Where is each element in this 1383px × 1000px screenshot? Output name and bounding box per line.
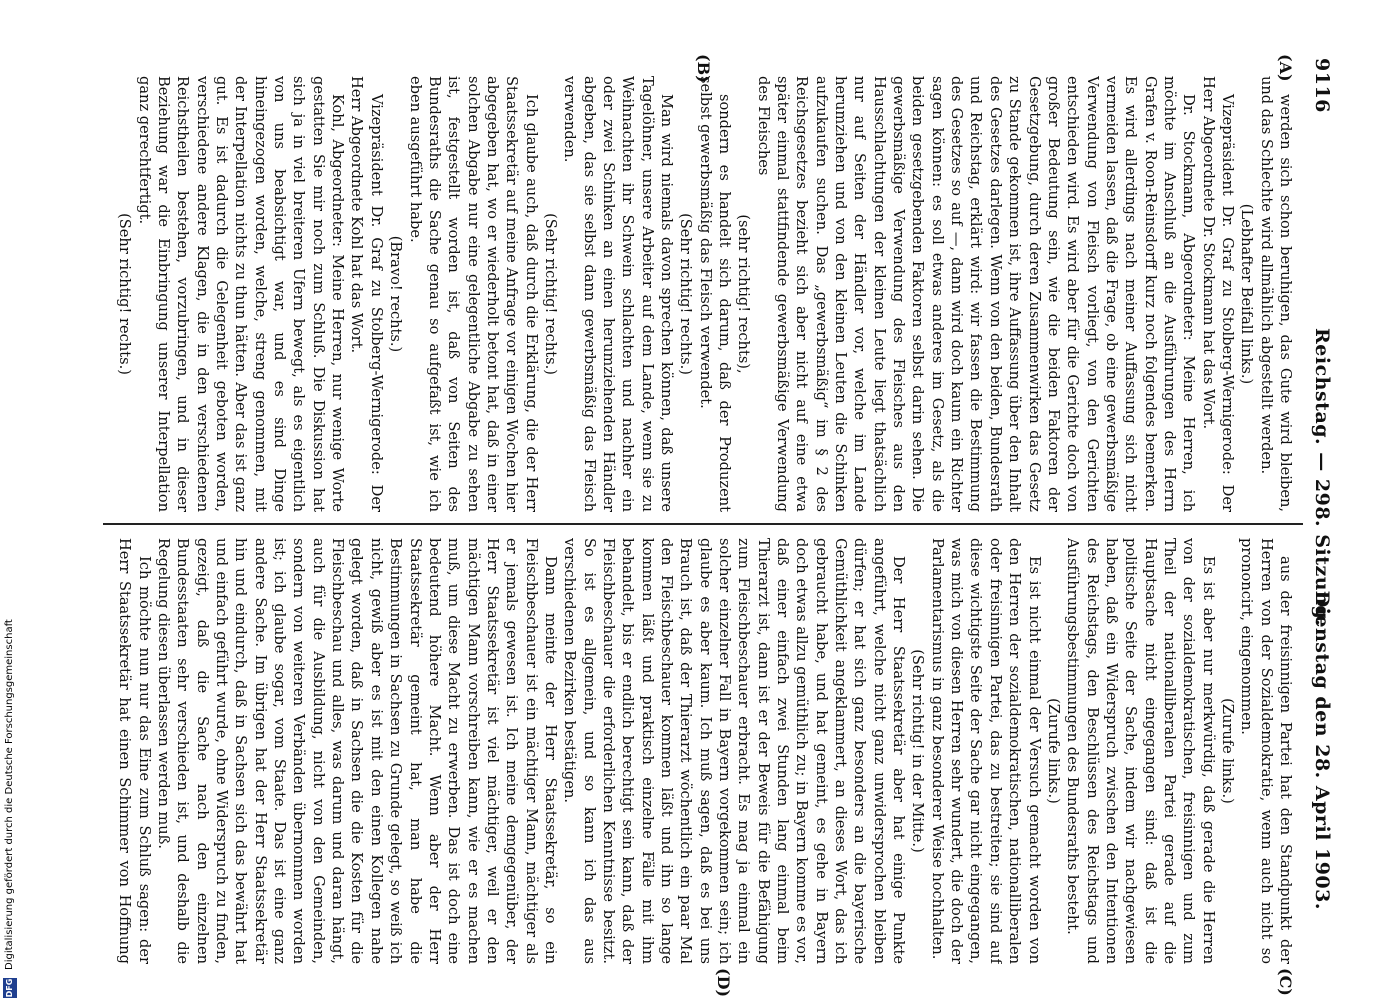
interjection: (sehr richtig! rechts), [735,214,753,374]
paragraph: Der Herr Staatssekretär aber hat einige Punkte angeführt, welche nicht ganz unwidersprochen bleiben dürfen; er hat sich ganz besonders an die bayerische Gemüthlichkeit angeklammert, an dieses Wort, das ich gebraucht habe, und hat gemeint, es gehe in Bayern doch etwas allzu gemüthlich zu; in Bayern komme es vor, daß einer einfach zwei Stunden lang einmal beim Thierarzt ist, dann ist er der Beweis für die Befähigung zum Fleischbeschauer erbracht. Es mag ja einmal ein solcher einzelner Fall in Bayern vorgekommen sein; ich glaube es aber kaum. Ich muß sagen, daß es bei uns Brauch ist, daß der Thierarzt wöchentlich ein paar Mal den Fleischbeschauer kommen läßt und ihn so lange kommen läßt und praktisch einzelne Fälle mit ihm behandelt, bis er endlich berechtigt sein kann, daß der Fleischbeschauer die erforderlichen Kenntnisse besitzt. So ist es allgemein, und so kann ich das aus verschiedenen Bezirken bestätigen. [561,538,908,964]
header-title: Reichstag. — 298. Sitzung. [1311,328,1333,627]
paragraph: Dann meinte der Herr Staatssekretär, so ein Fleischbeschauer ist ein mächtiger Mann, mächtiger als er jemals gewesen ist. Ich meine demgegenüber, der Herr Staatssekretär ist viel mächtiger, weil er den mächtigen Mann vorschreiben kann, wie er es machen muß, um diese Macht zu erwerben. Das ist doch eine bedeutend höhere Macht. Wenn aber der Herr Staatssekretär gemeint hat, man habe die Bestimmungen in Sachsen zu Grunde gelegt, so weiß ich nicht, gewiß aber es ist mit den einen Kollegen nahe gelegt worden, daß in Sachsen die die Kosten für die Fleischbeschau und alles, was darum und daran hängt, auch für die Ausbildung, nicht von den Gemeinden, sondern von weiteren Verbänden übernommen worden ist; ich glaube sogar, vom Staate. Das ist eine ganz andere Sache. Im übrigen hat der Herr Staatssekretär hin und eindurch, daß in Sachsen sich das bewährt hat und einfach geführt wurde, ohne Widerspruch zu finden, gezeigt, daß die Sache nach den einzelnen Bundesstaaten sehr verschieden ist, und deshalb die Regelung diesen überlassen werden muß. [155,538,559,964]
left-column [115,76,1295,512]
column-divider [103,523,1303,525]
margin-marker-a: (A) [1276,54,1295,82]
interjection: (Sehr richtig! rechts.) [677,213,695,375]
paragraph: Dr. Stockmann, Abgeordneter: Meine Herren, ich möchte im Anschluß an die Ausführungen des Herrn Grafen v. Roon-Reinsdorff kurz noch folgendes bemerken. Es wird allerdings nach meiner Auffassung sich nicht vermeiden lassen, daß die Frage, ob eine gewerbsmäßige Verwendung von Fleisch vorliegt, von den Gerichten entschieden wird. Es wird aber für die Gerichte doch von großer Bedeutung sein, wie die beiden Faktoren der Gesetzgebung, durch deren Zusammenwirken das Gesetz zu Stande gekommen ist, ihre Auffassung über den Inhalt des Gesetzes darlegen. Wenn von den beiden, Bundesrath und Reichstag, erklärt wird: wir fassen die Bestimmung des Gesetzes so auf —, dann wird doch kaum ein Richter sagen können: es soll etwas anderes im Gesetz, als die beiden gesetzgebenden Faktoren selbst darin sehen. Die gewerbsmäßige Verwendung des Fleisches aus den Hausschlachtungen der kleinen Leute liegt thatsächlich nur auf Seiten der Händler vor, welche im Lande herumziehen und von den kleinen Leuten die Schinken aufzukaufen suchen. Das „gewerbsmäßig“ im § 2 des Reichsgesetzes bezieht sich aber nicht auf eine etwa später einmal stattfindende gewerbsmäßige Verwendung des Fleisches [754,76,1198,512]
digitization-notice [0,0,20,1000]
interjection: (Zurufe links.) [1044,698,1062,804]
interjection: (Sehr richtig! rechts.) [541,213,559,375]
interjection: (Sehr richtig! in der Mitte.) [909,649,927,853]
margin-marker-d: (D) [714,968,733,998]
paragraph: werden sich schon beruhigen, das Gute wird bleiben, und das Schlechte wird allmählich abgestellt werden. [1257,76,1294,512]
interjection: (Sehr richtig! rechts.) [116,213,134,375]
paragraph: aus der freisinnigen Partei hat den Standpunkt der Herren von der Sozialdemokratie, wenn auch nicht so prononcirt, eingenommen. [1238,538,1294,964]
paragraph: Kohl, Abgeordneter: Meine Herren, nur wenige Worte gestatten Sie mir noch zum Schluß. Die Diskussion hat sich ja in viel breiteren Ufern bewegt, als es eigentlich von uns beabsichtigt war, und es sind Dinge hineingezogen worden, welche, streng genommen, mit der Interpellation nichts zu thun hätten. Aber das ist ganz gut. Es ist dadurch die Gelegenheit geboten worden, verschiedene andere Klagen, die in den verschiedenen Reichstheilen bestehen, vorzubringen, und in dieser Beziehung war die Einbringung unserer Interpellation ganz gerechtfertigt. [135,76,347,512]
paragraph: Man wird niemals davon sprechen können, daß unsere Tagelöhner, unsere Arbeiter auf dem Lande, wenn sie zu Weihnachten ihr Schwein schlachten und nachher ein oder zwei Schinken an einen herumziehenden Händler abgeben, das sie selbst dann gewerbsmäßig das Fleisch verwenden. [561,76,675,512]
notice-text: Digitalisierung gefördert durch die Deutsche Forschungsgemeinschaft [4,619,15,970]
right-column [115,538,1295,964]
header-date: Dienstag den 28. April 1903. [1311,590,1333,910]
page-number: 9116 [1311,58,1333,113]
margin-marker-c: (C) [1276,968,1295,996]
paragraph: Vizepräsident Dr. Graf zu Stolberg-Wernigerode: Der Herr Abgeordnete Kohl hat das Wort. [348,76,385,512]
paragraph: sondern es handelt sich darum, daß der Produzent selbst gewerbsmäßig das Fleisch verwendet. [696,76,734,512]
paragraph: Es ist nicht einmal der Versuch gemacht worden von den Herren der sozialdemokratischen, nationalliberalen oder freisinnigen Partei, das zu bestreiten; sie sind auf diese wichtigste Seite der Sache gar nicht eingegangen, was mich von diesen Herren sehr wundert, die doch der Parlamentarismus in ganz besonderer Weise hochhalten. [928,538,1043,964]
page-header [1303,58,1335,960]
interjection: (Zurufe links.) [1218,698,1236,804]
interjection: (Bravo! rechts.) [387,235,405,353]
paragraph: Ich möchte nun nur das Eine zum Schluß sagen: der Herr Staatssekretär hat einen Schimmer von Hoffnung [116,538,153,964]
margin-marker-b: (B) [694,54,713,83]
interjection: (Lebhafter Beifall links.) [1238,203,1256,385]
paragraph: Es ist aber nur merkwürdig, daß gerade die Herren von der sozialdemokratischen, freisinnigen und zum Theil der nationalliberalen Partei gerade auf die Hauptsache nicht eingegangen sind: daß ist die politische Seite der Sache, indem wir nachgewiesen haben, daß ein Widerspruch zwischen den Intentionen des Reichstags, den Beschlüssen des Reichstags und Ausführungsbestimmungen des Bundesraths besteht. [1064,538,1217,964]
dfg-logo: DFG [3,978,17,998]
paragraph: Ich glaube auch, daß durch die Erklärung, die der Herr Staatssekretär auf meine Anfrage vor einigen Wochen hier abgegeben hat, wo er wiederholt betont hat, daß in einer solchen Abgabe nur eine gelegentliche Abgabe zu sehen ist, festgestellt worden ist, daß von Seiten des Bundesraths die Sache genau so aufgefaßt ist, wie ich eben ausgeführt habe. [406,76,540,512]
paragraph: Vizepräsident Dr. Graf zu Stolberg-Wernigerode: Der Herr Abgeordnete Dr. Stockmann hat das Wort. [1199,76,1236,512]
